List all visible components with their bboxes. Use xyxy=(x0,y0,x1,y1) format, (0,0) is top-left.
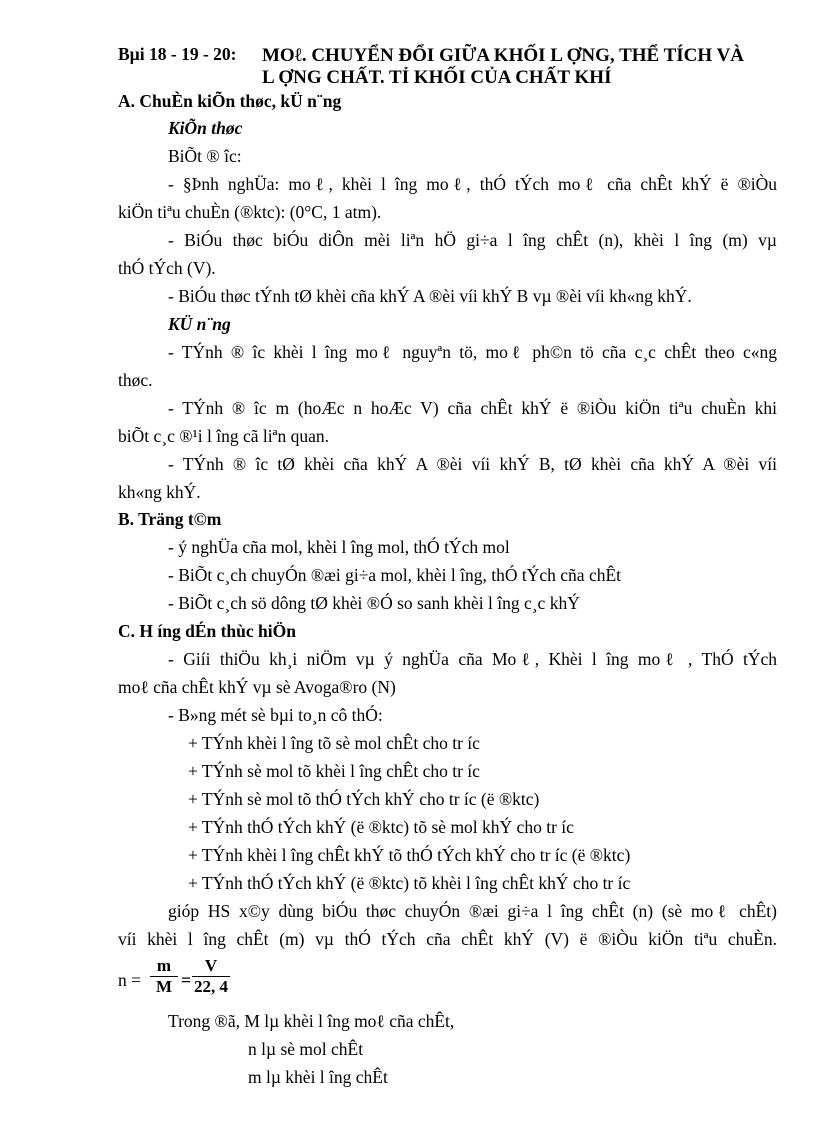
formula-lhs: n = xyxy=(118,970,141,990)
skill-item-2-line1: - TÝnh ® îc m (hoÆc n hoÆc V) cña chÊt khÝ ë ®iÒu kiÖn tiªu chuÈn khi xyxy=(168,398,777,418)
focus-item-2: - BiÕt c¸ch chuyÓn ®æi gi÷a mol, khèi l îng, thÓ tÝch cña chÊt xyxy=(168,565,622,585)
formula-equals: = xyxy=(181,970,191,990)
lesson-title-line2: L ỢNG CHẤT. TỈ KHỐI CỦA CHẤT KHÍ xyxy=(262,67,612,88)
skills-heading: KÜ n¨ng xyxy=(168,314,231,334)
guide-summary-line2: víi khèi l îng chÊt (m) vµ thÓ tÝch cña chÊt khÝ (V) ë ®iÒu kiÖn tiªu chuÈn. xyxy=(118,929,777,949)
formula-denominator-M: M xyxy=(155,977,173,996)
section-a-heading: A. ChuÈn kiÕn thøc, kÜ n¨ng xyxy=(118,91,342,111)
problem-item-2: + TÝnh sè mol tõ khèi l îng chÊt cho tr íc xyxy=(188,761,480,781)
lesson-title-line1: MOℓ. CHUYỂN ĐỔI GIỮA KHỐI L ỢNG, THỂ TÍCH VÀ xyxy=(262,45,745,66)
section-c-heading: C. H íng dÉn thùc hiÖn xyxy=(118,621,296,641)
skill-item-3-line2: kh«ng khÝ. xyxy=(118,482,201,502)
problem-item-4: + TÝnh thÓ tÝch khÝ (ë ®ktc) tõ sè mol khÝ cho tr íc xyxy=(188,817,574,837)
definition-m: m lµ khèi l îng chÊt xyxy=(248,1067,388,1087)
skill-item-1-line2: thøc. xyxy=(118,370,153,390)
guide-item-2: - B»ng mét sè bµi to¸n cô thÓ: xyxy=(168,705,383,725)
knowledge-intro: BiÕt ® îc: xyxy=(168,146,242,166)
focus-item-3: - BiÕt c¸ch sö dông tØ khèi ®Ó so sanh khèi l îng c¸c khÝ xyxy=(168,593,580,613)
knowledge-item-2-line2: thÓ tÝch (V). xyxy=(118,258,216,278)
knowledge-item-3: - BiÓu thøc tÝnh tØ khèi cña khÝ A ®èi víi khÝ B vµ ®èi víi kh«ng khÝ. xyxy=(168,286,692,306)
guide-item-1-line1: - Giíi thiÖu kh¸i niÖm vµ ý nghÜa cña Moℓ, Khèi l îng moℓ , ThÓ tÝch xyxy=(168,649,777,669)
knowledge-item-1-line1: - §Þnh nghÜa: moℓ, khèi l îng moℓ, thÓ tÝch moℓ cña chÊt khÝ ë ®iÒu xyxy=(168,174,777,194)
skill-item-1-line1: - TÝnh ® îc khèi l îng moℓ nguyªn tö, moℓ ph©n tö cña c¸c chÊt theo c«ng xyxy=(168,342,777,362)
lesson-number: Bµi 18 - 19 - 20: xyxy=(118,44,237,64)
formula-denominator-22-4: 22, 4 xyxy=(194,977,228,996)
knowledge-item-2-line1: - BiÓu thøc biÓu diÔn mèi liªn hÖ gi÷a l îng chÊt (n), khèi l îng (m) vµ xyxy=(168,230,777,250)
focus-item-1: - ý nghÜa cña mol, khèi l îng mol, thÓ tÝch mol xyxy=(168,537,510,557)
knowledge-item-1-line2: kiÖn tiªu chuÈn (®ktc): (0°C, 1 atm). xyxy=(118,202,382,222)
knowledge-heading: KiÕn thøc xyxy=(168,118,243,138)
formula-numerator-m: m xyxy=(156,956,172,975)
skill-item-2-line2: biÕt c¸c ®¹i l îng cã liªn quan. xyxy=(118,426,329,446)
definition-n: n lµ sè mol chÊt xyxy=(248,1039,364,1059)
formula-fraction-m-over-M xyxy=(150,956,178,997)
section-b-heading: B. Träng t©m xyxy=(118,509,222,529)
definition-M: Trong ®ã, M lµ khèi l îng moℓ cña chÊt, xyxy=(168,1011,455,1031)
problem-item-5: + TÝnh khèi l îng chÊt khÝ tõ thÓ tÝch khÝ cho tr íc (ë ®ktc) xyxy=(188,845,631,865)
formula-fraction-V-over-22-4 xyxy=(192,956,230,997)
guide-item-1-line2: moℓ cña chÊt khÝ vµ sè Avoga®ro (N) xyxy=(118,677,396,697)
problem-item-6: + TÝnh thÓ tÝch khÝ (ë ®ktc) tõ khèi l îng chÊt khÝ cho tr íc xyxy=(188,873,631,893)
problem-item-3: + TÝnh sè mol tõ thÓ tÝch khÝ cho tr íc (ë ®ktc) xyxy=(188,789,540,809)
formula-numerator-V: V xyxy=(204,956,218,975)
problem-item-1: + TÝnh khèi l îng tõ sè mol chÊt cho tr íc xyxy=(188,733,480,753)
skill-item-3-line1: - TÝnh ® îc tØ khèi cña khÝ A ®èi víi khÝ B, tØ khèi cña khÝ A ®èi víi xyxy=(168,454,777,474)
guide-summary-line1: gióp HS x©y dùng biÓu thøc chuyÓn ®æi gi÷a l îng chÊt (n) (sè moℓ chÊt) xyxy=(168,901,777,921)
